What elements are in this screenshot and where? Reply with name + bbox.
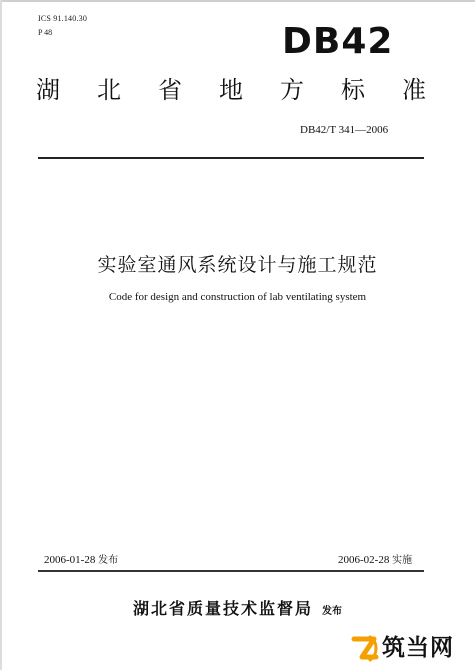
standard-number: DB42/T 341—2006	[300, 124, 389, 136]
zhudang-logo-shape	[350, 633, 380, 663]
issue-date-suffix: 发布	[98, 555, 119, 566]
english-title: Code for design and construction of lab ventilating system	[108, 291, 367, 303]
issue-date	[44, 551, 118, 566]
local-standard-char: 标	[341, 76, 365, 104]
local-standard-char: 北	[97, 76, 121, 104]
ics-code: ICS 91.140.30	[38, 14, 88, 23]
issue-date-value: 2006-01-28	[44, 554, 96, 566]
footer-divider	[38, 570, 424, 572]
scan-edge-top	[0, 0, 475, 2]
implementation-date-value: 2006-02-28	[338, 554, 390, 566]
local-standard-heading	[36, 78, 426, 102]
implementation-date	[338, 551, 412, 566]
local-standard-char: 准	[402, 76, 426, 104]
local-standard-char: 省	[158, 76, 182, 104]
publisher-organization: 湖北省质量技术监督局	[132, 599, 313, 618]
local-standard-char: 地	[219, 76, 243, 104]
implementation-date-suffix: 实施	[392, 555, 413, 566]
classification-code: P 48	[38, 28, 53, 37]
header-divider	[38, 157, 424, 159]
publisher-line	[0, 596, 475, 619]
local-standard-char: 湖	[36, 76, 60, 104]
publisher-action: 发布	[322, 606, 343, 617]
standard-code: DB42	[282, 21, 394, 62]
watermark-text: 筑当网	[382, 634, 454, 661]
scan-edge-left	[0, 0, 2, 670]
chinese-title: 实验室通风系统设计与施工规范	[97, 254, 378, 276]
zhudang-logo-icon	[350, 633, 380, 663]
site-watermark	[350, 630, 470, 666]
local-standard-char: 方	[280, 76, 304, 104]
